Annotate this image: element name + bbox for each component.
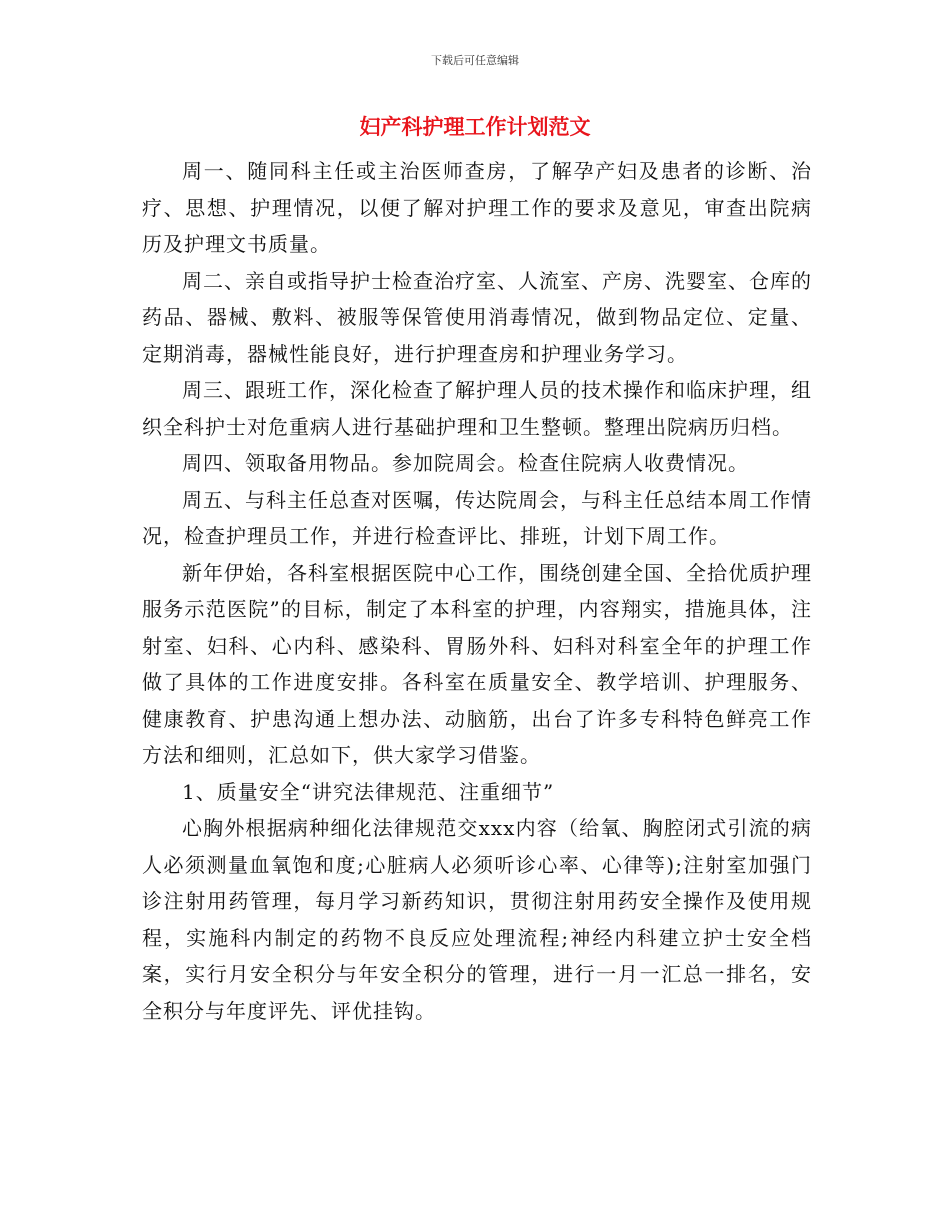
- paragraph-monday: 周一、随同科主任或主治医师查房，了解孕产妇及患者的诊断、治疗、思想、护理情况，以便了解对护理工作的要求及意见，审查出院病历及护理文书质量。: [142, 159, 812, 256]
- document-body: [142, 153, 812, 1029]
- paragraph-new-year: 新年伊始，各科室根据医院中心工作，围绕创建全国、全拾优质护理服务示范医院”的目标，制定了本科室的护理，内容翔实，措施具体，注射室、妇科、心内科、感染科、胃肠外科、妇科对科室全年的护理工作做了具体的工作进度安排。各科室在质量安全、教学培训、护理服务、健康教育、护患沟通上想办法、动脑筋，出台了许多专科特色鲜亮工作方法和细则，汇总如下，供大家学习借鉴。: [142, 560, 812, 767]
- document-title: 妇产科护理工作计划范文: [359, 114, 591, 139]
- paragraph-quality-safety: 心胸外根据病种细化法律规范交xxx内容（给氧、胸腔闭式引流的病人必须测量血氧饱和度;心脏病人必须听诊心率、心律等);注射室加强门诊注射用药管理，每月学习新药知识，贯彻注射用药安全操作及使用规程，实施科内制定的药物不良反应处理流程;神经内科建立护士安全档案，实行月安全积分与年安全积分的管理，进行一月一汇总一排名，安全积分与年度评先、评优挂钩。: [142, 816, 812, 1023]
- paragraph-thursday: 周四、领取备用物品。参加院周会。检查住院病人收费情况。: [182, 451, 749, 475]
- paragraph-wednesday: 周三、跟班工作，深化检查了解护理人员的技术操作和临床护理，组织全科护士对危重病人进行基础护理和卫生整顿。整理出院病历归档。: [142, 378, 812, 439]
- header-note: 下载后可任意编辑: [431, 54, 519, 67]
- section-heading-quality-safety: 1、质量安全“讲究法律规范、注重细节”: [182, 779, 555, 804]
- paragraph-tuesday: 周二、亲自或指导护士检查治疗室、人流室、产房、洗婴室、仓库的药品、器械、敷料、被服等保管使用消毒情况，做到物品定位、定量、定期消毒，器械性能良好，进行护理查房和护理业务学习。: [142, 268, 812, 366]
- paragraph-friday: 周五、与科主任总查对医嘱，传达院周会，与科主任总结本周工作情况，检查护理员工作，并进行检查评比、排班，计划下周工作。: [142, 487, 812, 548]
